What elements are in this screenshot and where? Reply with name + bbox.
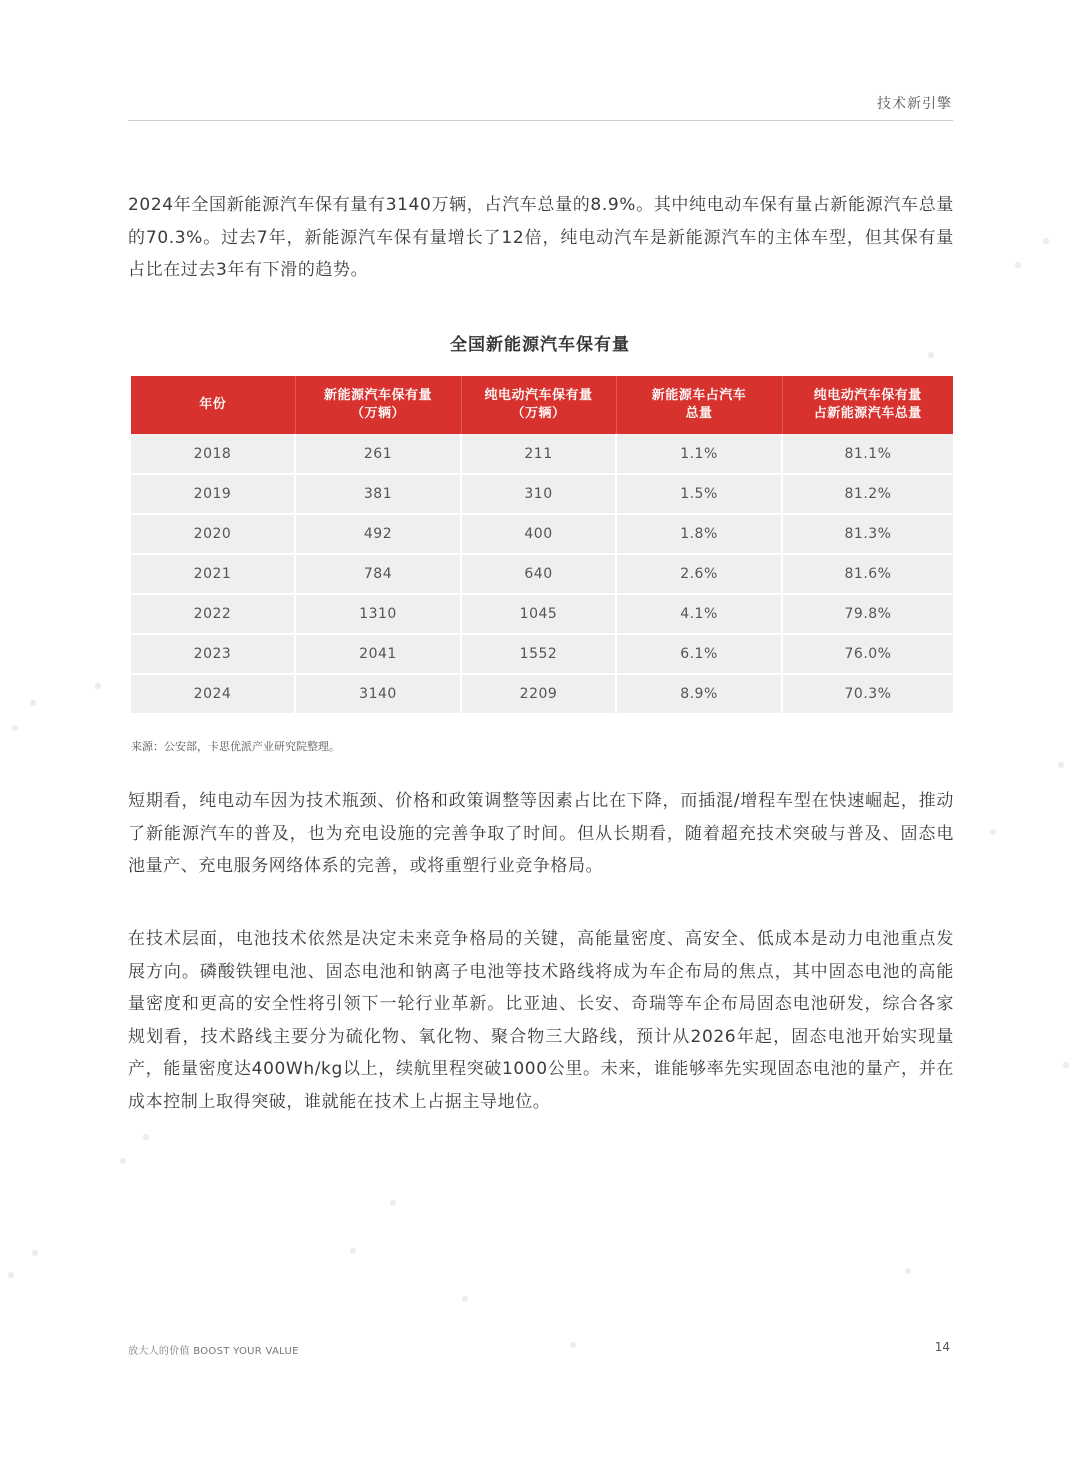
decor-dot bbox=[12, 725, 18, 731]
table-cell: 81.1% bbox=[782, 434, 953, 474]
table-cell: 2018 bbox=[131, 434, 295, 474]
decor-dot bbox=[8, 1272, 14, 1278]
decor-dot bbox=[1063, 1062, 1069, 1068]
table-row bbox=[131, 514, 953, 554]
table-cell: 1045 bbox=[461, 594, 616, 634]
decor-dot bbox=[1015, 262, 1021, 268]
table-cell: 70.3% bbox=[782, 674, 953, 714]
decor-dot bbox=[95, 683, 101, 689]
footer-slogan: 放大人的价值 BOOST YOUR VALUE bbox=[128, 1346, 299, 1357]
column-header: 新能源车占汽车 总量 bbox=[616, 376, 782, 434]
decor-dot bbox=[1043, 238, 1049, 244]
table-cell: 1.1% bbox=[616, 434, 782, 474]
table-cell: 8.9% bbox=[616, 674, 782, 714]
decor-dot bbox=[350, 1248, 356, 1254]
table-cell: 640 bbox=[461, 554, 616, 594]
table-cell: 1310 bbox=[295, 594, 461, 634]
table-cell: 81.3% bbox=[782, 514, 953, 554]
table-cell: 1.8% bbox=[616, 514, 782, 554]
table-cell: 4.1% bbox=[616, 594, 782, 634]
table-header-row bbox=[131, 376, 953, 434]
section-title: 技术新引擎 bbox=[877, 96, 952, 112]
paragraph-battery-tech: 在技术层面，电池技术依然是决定未来竞争格局的关键，高能量密度、高安全、低成本是动力电池重点发展方向。磷酸铁锂电池、固态电池和钠离子电池等技术路线将成为车企布局的焦点，其中固态电池的高能量密度和更高的安全性将引领下一轮行业革新。比亚迪、长安、奇瑞等车企布局固态电池研发，综合各家规划看，技术路线主要分为硫化物、氧化物、聚合物三大路线，预计从2026年起，固态电池开始实现量产，能量密度达400Wh/kg以上，续航里程突破1000公里。未来，谁能够率先实现固态电池的量产，并在成本控制上取得突破，谁就能在技术上占据主导地位。 bbox=[128, 929, 954, 1112]
table-cell: 81.6% bbox=[782, 554, 953, 594]
table-cell: 1552 bbox=[461, 634, 616, 674]
decor-dot bbox=[143, 1134, 149, 1140]
decor-dot bbox=[390, 1200, 396, 1206]
table-cell: 784 bbox=[295, 554, 461, 594]
decor-dot bbox=[30, 700, 36, 706]
decor-dot bbox=[905, 1268, 911, 1274]
table-cell: 211 bbox=[461, 434, 616, 474]
table-cell: 2023 bbox=[131, 634, 295, 674]
table-cell: 2041 bbox=[295, 634, 461, 674]
table-cell: 2022 bbox=[131, 594, 295, 634]
table-row bbox=[131, 594, 953, 634]
decor-dot bbox=[990, 829, 996, 835]
table-cell: 261 bbox=[295, 434, 461, 474]
table-cell: 81.2% bbox=[782, 474, 953, 514]
header-divider bbox=[128, 120, 953, 121]
column-header: 纯电动汽车保有量 占新能源汽车总量 bbox=[782, 376, 953, 434]
table-cell: 310 bbox=[461, 474, 616, 514]
table-cell: 79.8% bbox=[782, 594, 953, 634]
table-row bbox=[131, 434, 953, 474]
decor-dot bbox=[570, 1342, 576, 1348]
table-source-note: 来源：公安部，卡思优派产业研究院整理。 bbox=[131, 740, 340, 753]
decor-dot bbox=[32, 1250, 38, 1256]
table-cell: 3140 bbox=[295, 674, 461, 714]
table-cell: 6.1% bbox=[616, 634, 782, 674]
table-cell: 2021 bbox=[131, 554, 295, 594]
decor-dot bbox=[120, 1158, 126, 1164]
table-cell: 2019 bbox=[131, 474, 295, 514]
table-cell: 2024 bbox=[131, 674, 295, 714]
table-cell: 2209 bbox=[461, 674, 616, 714]
table-cell: 76.0% bbox=[782, 634, 953, 674]
ev-ownership-table bbox=[131, 376, 953, 715]
table-row bbox=[131, 474, 953, 514]
table-row bbox=[131, 554, 953, 594]
table-cell: 492 bbox=[295, 514, 461, 554]
page-number: 14 bbox=[934, 1340, 950, 1354]
table-row bbox=[131, 674, 953, 714]
table-cell: 381 bbox=[295, 474, 461, 514]
table-title: 全国新能源汽车保有量 bbox=[450, 335, 630, 355]
decor-dot bbox=[1058, 762, 1064, 768]
column-header: 新能源汽车保有量 （万辆） bbox=[295, 376, 461, 434]
paragraph-short-term: 短期看，纯电动车因为技术瓶颈、价格和政策调整等因素占比在下降，而插混/增程车型在快速崛起，推动了新能源汽车的普及，也为充电设施的完善争取了时间。但从长期看，随着超充技术突破与普及、固态电池量产、充电服务网络体系的完善，或将重塑行业竞争格局。 bbox=[128, 791, 954, 876]
column-header: 年份 bbox=[131, 376, 295, 434]
intro-paragraph: 2024年全国新能源汽车保有量有3140万辆，占汽车总量的8.9%。其中纯电动车保有量占新能源汽车总量的70.3%。过去7年，新能源汽车保有量增长了12倍，纯电动汽车是新能源汽车的主体车型，但其保有量占比在过去3年有下滑的趋势。 bbox=[128, 195, 954, 280]
table-cell: 2020 bbox=[131, 514, 295, 554]
column-header: 纯电动汽车保有量 （万辆） bbox=[461, 376, 616, 434]
table-cell: 1.5% bbox=[616, 474, 782, 514]
table-row bbox=[131, 634, 953, 674]
table-cell: 2.6% bbox=[616, 554, 782, 594]
table-cell: 400 bbox=[461, 514, 616, 554]
decor-dot bbox=[462, 1296, 468, 1302]
